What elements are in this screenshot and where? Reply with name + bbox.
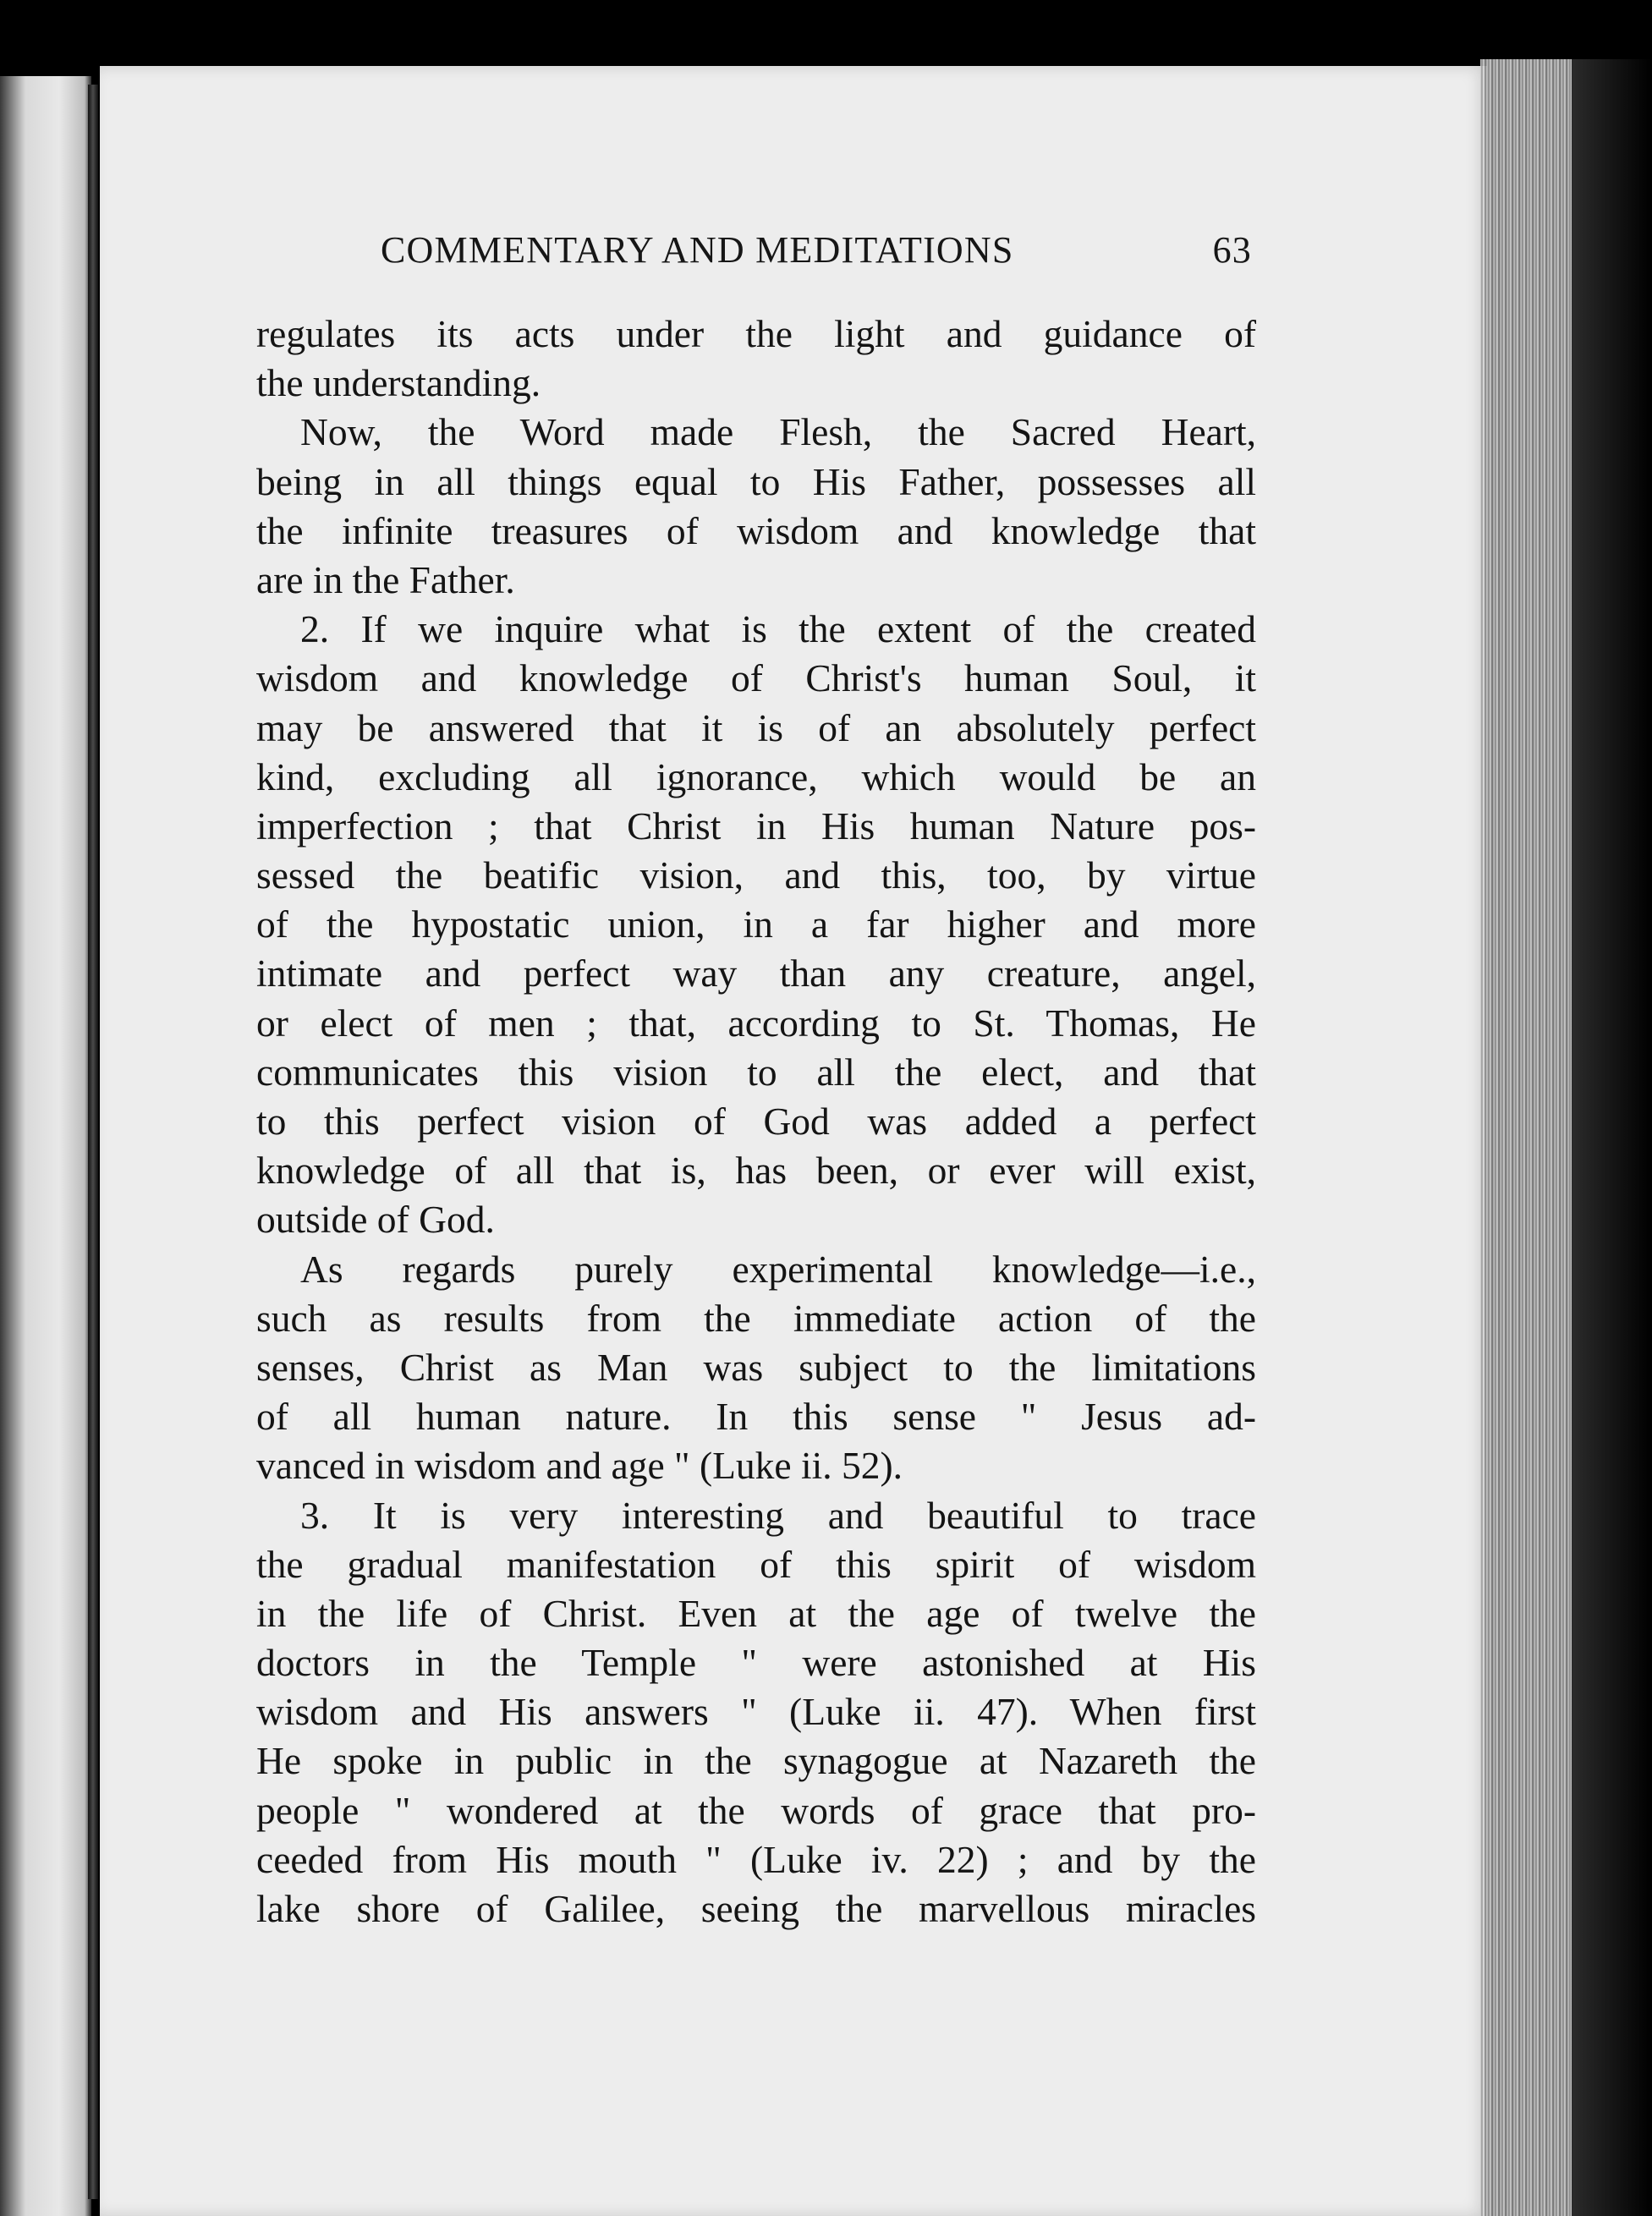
- running-title: COMMENTARY AND MEDITATIONS: [381, 229, 1014, 271]
- text-line: or elect of men ; that, according to St. Thomas, He: [256, 1001, 1256, 1045]
- text-line: in the life of Christ. Even at the age of twelve the: [256, 1591, 1256, 1635]
- body-text: [256, 310, 1256, 1934]
- text-line: senses, Christ as Man was subject to the limitations: [256, 1345, 1256, 1389]
- text-line: of the hypostatic union, in a far higher and more: [256, 902, 1256, 946]
- text-line: As regards purely experimental knowledge—i.e.,: [300, 1247, 1256, 1291]
- text-line: vanced in wisdom and age " (Luke ii. 52).: [256, 1444, 903, 1488]
- text-line: lake shore of Galilee, seeing the marvellous miracles: [256, 1887, 1256, 1930]
- text-line: wisdom and knowledge of Christ's human Soul, it: [256, 656, 1256, 700]
- text-line: are in the Father.: [256, 557, 515, 601]
- text-line: of all human nature. In this sense " Jesus ad-: [256, 1395, 1256, 1439]
- text-line: ceeded from His mouth " (Luke iv. 22) ; and by the: [256, 1837, 1256, 1881]
- text-line: knowledge of all that is, has been, or ever will exist,: [256, 1149, 1256, 1193]
- text-line: the infinite treasures of wisdom and knowledge that: [256, 508, 1256, 552]
- text-line: being in all things equal to His Father, possesses all: [256, 459, 1256, 503]
- text-line: people " wondered at the words of grace that pro-: [256, 1788, 1256, 1832]
- text-line: such as results from the immediate action of the: [256, 1296, 1256, 1340]
- page-number: 63: [1212, 229, 1252, 271]
- text-line: sessed the beatific vision, and this, too, by virtue: [256, 853, 1256, 897]
- text-line: may be answered that it is of an absolutely perfect: [256, 705, 1256, 749]
- scan-border: [1572, 59, 1652, 2216]
- page-fore-edge: [1480, 59, 1573, 2216]
- text-line: He spoke in public in the synagogue at Nazareth the: [256, 1739, 1256, 1783]
- text-line: Now, the Word made Flesh, the Sacred Heart,: [300, 410, 1256, 454]
- text-line: the understanding.: [256, 361, 541, 405]
- text-line: outside of God.: [256, 1198, 495, 1242]
- text-line: 3. It is very interesting and beautiful to trace: [300, 1493, 1256, 1537]
- text-line: wisdom and His answers " (Luke ii. 47). When first: [256, 1690, 1256, 1734]
- text-line: regulates its acts under the light and guidance of: [256, 312, 1256, 355]
- text-line: to this perfect vision of God was added a perfect: [256, 1100, 1256, 1143]
- text-line: kind, excluding all ignorance, which would be an: [256, 754, 1256, 798]
- text-line: 2. If we inquire what is the extent of the created: [300, 607, 1256, 651]
- text-line: intimate and perfect way than any creature, angel,: [256, 952, 1256, 996]
- text-line: the gradual manifestation of this spirit of wisdom: [256, 1542, 1256, 1586]
- book-gutter: [88, 85, 98, 2199]
- left-page-edge: [0, 76, 91, 2216]
- text-line: imperfection ; that Christ in His human Nature pos-: [256, 804, 1256, 847]
- text-line: doctors in the Temple " were astonished at His: [256, 1641, 1256, 1685]
- text-line: communicates this vision to all the elect, and that: [256, 1050, 1256, 1094]
